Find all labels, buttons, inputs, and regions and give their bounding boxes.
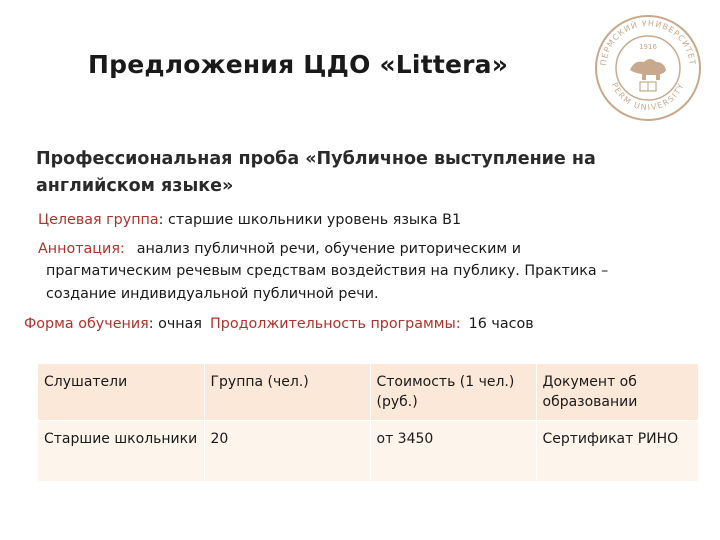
program-info-table xyxy=(38,364,698,481)
target-group-label: Целевая группа xyxy=(38,212,159,228)
bear-icon xyxy=(630,59,666,80)
annotation-line-1: Аннотация: анализ публичной речи, обучение риторическим и xyxy=(38,241,522,257)
university-seal-logo xyxy=(594,14,702,122)
table-cell: Сертификат РИНО xyxy=(536,421,698,482)
table-header-cell: Документ об образовании xyxy=(536,364,698,421)
form-label: Форма обучения xyxy=(24,316,149,332)
annotation-line-3: создание индивидуальной публичной речи. xyxy=(46,286,379,302)
seal-bottom-text: PERM UNIVERSITY xyxy=(609,81,687,113)
annotation-label: Аннотация xyxy=(38,241,120,257)
seal-year: 1916 xyxy=(639,43,657,51)
table-header-cell: Стоимость (1 чел.) (руб.) xyxy=(370,364,536,421)
target-group-line xyxy=(38,210,461,230)
table-cell: от 3450 xyxy=(370,421,536,482)
duration-label: Продолжительность программы xyxy=(210,316,456,332)
table-header-row xyxy=(38,364,698,421)
form-value: : очная xyxy=(148,316,202,332)
target-group-value: : старшие школьники уровень языка В1 xyxy=(158,212,462,228)
table-header-cell: Группа (чел.) xyxy=(204,364,370,421)
annotation-text-1: анализ публичной речи, обучение риторическим и xyxy=(136,241,522,257)
seal-top-text: ПЕРМСКИЙ УНИВЕРСИТЕТ xyxy=(598,18,697,67)
duration-value: 16 часов xyxy=(468,316,534,332)
table-row xyxy=(38,421,698,482)
form-duration-line: Форма обучения: очная Продолжительность программы: 16 часов xyxy=(24,316,534,332)
table-header-cell: Слушатели xyxy=(38,364,204,421)
annotation-line-2: прагматическим речевым средствам воздействия на публику. Практика – xyxy=(46,263,609,279)
table-cell: Старшие школьники xyxy=(38,421,204,482)
page-title: Предложения ЦДО «Littera» xyxy=(88,50,509,79)
table-cell: 20 xyxy=(204,421,370,482)
program-heading: Профессиональная проба «Публичное выступление на английском языке» xyxy=(36,149,596,196)
